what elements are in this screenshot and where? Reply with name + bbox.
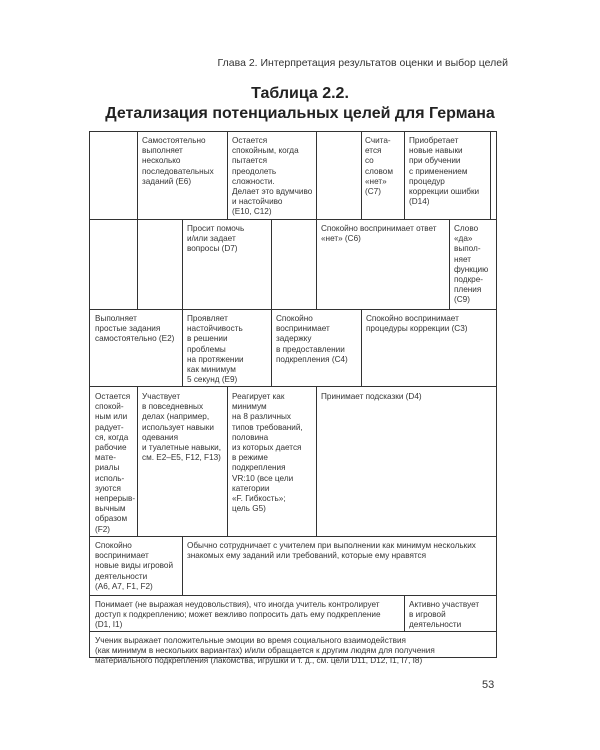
col-divider xyxy=(316,386,317,536)
row-divider xyxy=(89,386,497,387)
col-divider xyxy=(449,219,450,309)
col-divider xyxy=(490,131,491,219)
row-divider xyxy=(89,536,497,537)
goal-cell-new-play: Спокойно воспринимает новые виды игровой деятельности (A6, A7, F1, F2) xyxy=(95,541,174,591)
goal-cell-f2: Остается спокой- ным или радует- ся, когда рабочие мате- риалы исполь- зуются непрерыв- вычным образом (F2) xyxy=(95,392,136,534)
goal-cell-d7: Просит помочь и/или задает вопросы (D7) xyxy=(187,224,245,254)
goal-cell-g5: Реагирует как минимум на 8 различных типов требований, половина из которых дается в режиме подкрепления VR:10 (все цели категории «F. Гибкость»; цель G5) xyxy=(232,392,303,514)
goal-cell-cooperation: Обычно сотрудничает с учителем при выполнении как минимум нескольких знакомых ему заданий или требований, которые ему нравятся xyxy=(187,541,476,561)
goal-cell-e6: Самостоятельно выполняет несколько последовательных заданий (E6) xyxy=(142,136,214,186)
col-divider xyxy=(271,219,272,309)
goal-cell-daily-routines: Участвует в повседневных делах (например, использует навыки одевания и туалетные навыки, см. E2–E5, F12, F13) xyxy=(142,392,222,463)
goal-cell-e9: Проявляет настойчивость в решении проблемы на протяжении как минимум 5 секунд (E9) xyxy=(187,314,244,385)
goal-cell-social-emotions: Ученик выражает положительные эмоции во время социального взаимодействия (как минимум в нескольких вариантах) и/или обращается к другим людям для получения материального подкрепления (лакомства, игрушки и т. д., см. цели D11, D12, I1, I7, I8) xyxy=(95,636,435,666)
col-divider xyxy=(137,386,138,536)
row-divider xyxy=(89,219,497,220)
table-number: Таблица 2.2. xyxy=(251,85,349,102)
goal-cell-d14: Приобретает новые навыки при обучении с применением процедур коррекции ошибки (D14) xyxy=(409,136,480,207)
row-divider xyxy=(89,595,497,596)
col-divider xyxy=(137,131,138,219)
col-divider xyxy=(404,595,405,631)
goal-cell-c3: Спокойно воспринимает процедуры коррекции (C3) xyxy=(366,314,468,334)
goal-cell-active-play: Активно участвует в игровой деятельности xyxy=(409,600,480,630)
goal-cell-d1-i1: Понимает (не выражая неудовольствия), что иногда учитель контролирует доступ к подкреплению; может вежливо попросить дать ему подкрепление (D1, I1) xyxy=(95,600,381,630)
col-divider xyxy=(361,309,362,386)
page-number: 53 xyxy=(482,679,495,691)
col-divider xyxy=(137,219,138,309)
col-divider xyxy=(271,309,272,386)
col-divider xyxy=(361,131,362,219)
running-header: Глава 2. Интерпретация результатов оценки и выбор целей xyxy=(217,57,508,69)
goal-cell-d4: Принимает подсказки (D4) xyxy=(321,392,422,401)
goal-cell-e2: Выполняет простые задания самостоятельно (E2) xyxy=(95,314,175,344)
col-divider xyxy=(404,131,405,219)
row-divider xyxy=(89,309,497,310)
row-divider xyxy=(89,631,497,632)
goal-cell-c6: Спокойно воспринимает ответ «нет» (C6) xyxy=(321,224,437,244)
col-divider xyxy=(182,219,183,309)
col-divider xyxy=(227,131,228,219)
col-divider xyxy=(182,309,183,386)
goal-cell-e10-c12: Остается спокойным, когда пытается преодолеть сложности. Делает это вдумчиво и настойчиво (E10, C12) xyxy=(232,136,313,217)
col-divider xyxy=(316,131,317,219)
table-caption: Детализация потенциальных целей для Германа xyxy=(105,105,495,122)
col-divider xyxy=(182,536,183,595)
goal-cell-c4: Спокойно воспринимает задержку в предоставлении подкрепления (C4) xyxy=(276,314,348,364)
goal-cell-c7: Счита- ется со словом «нет» (C7) xyxy=(365,136,393,197)
col-divider xyxy=(316,219,317,309)
col-divider xyxy=(227,386,228,536)
goal-cell-c9: Слово «да» выпол- няет функцию подкре- пления (C9) xyxy=(454,224,489,305)
